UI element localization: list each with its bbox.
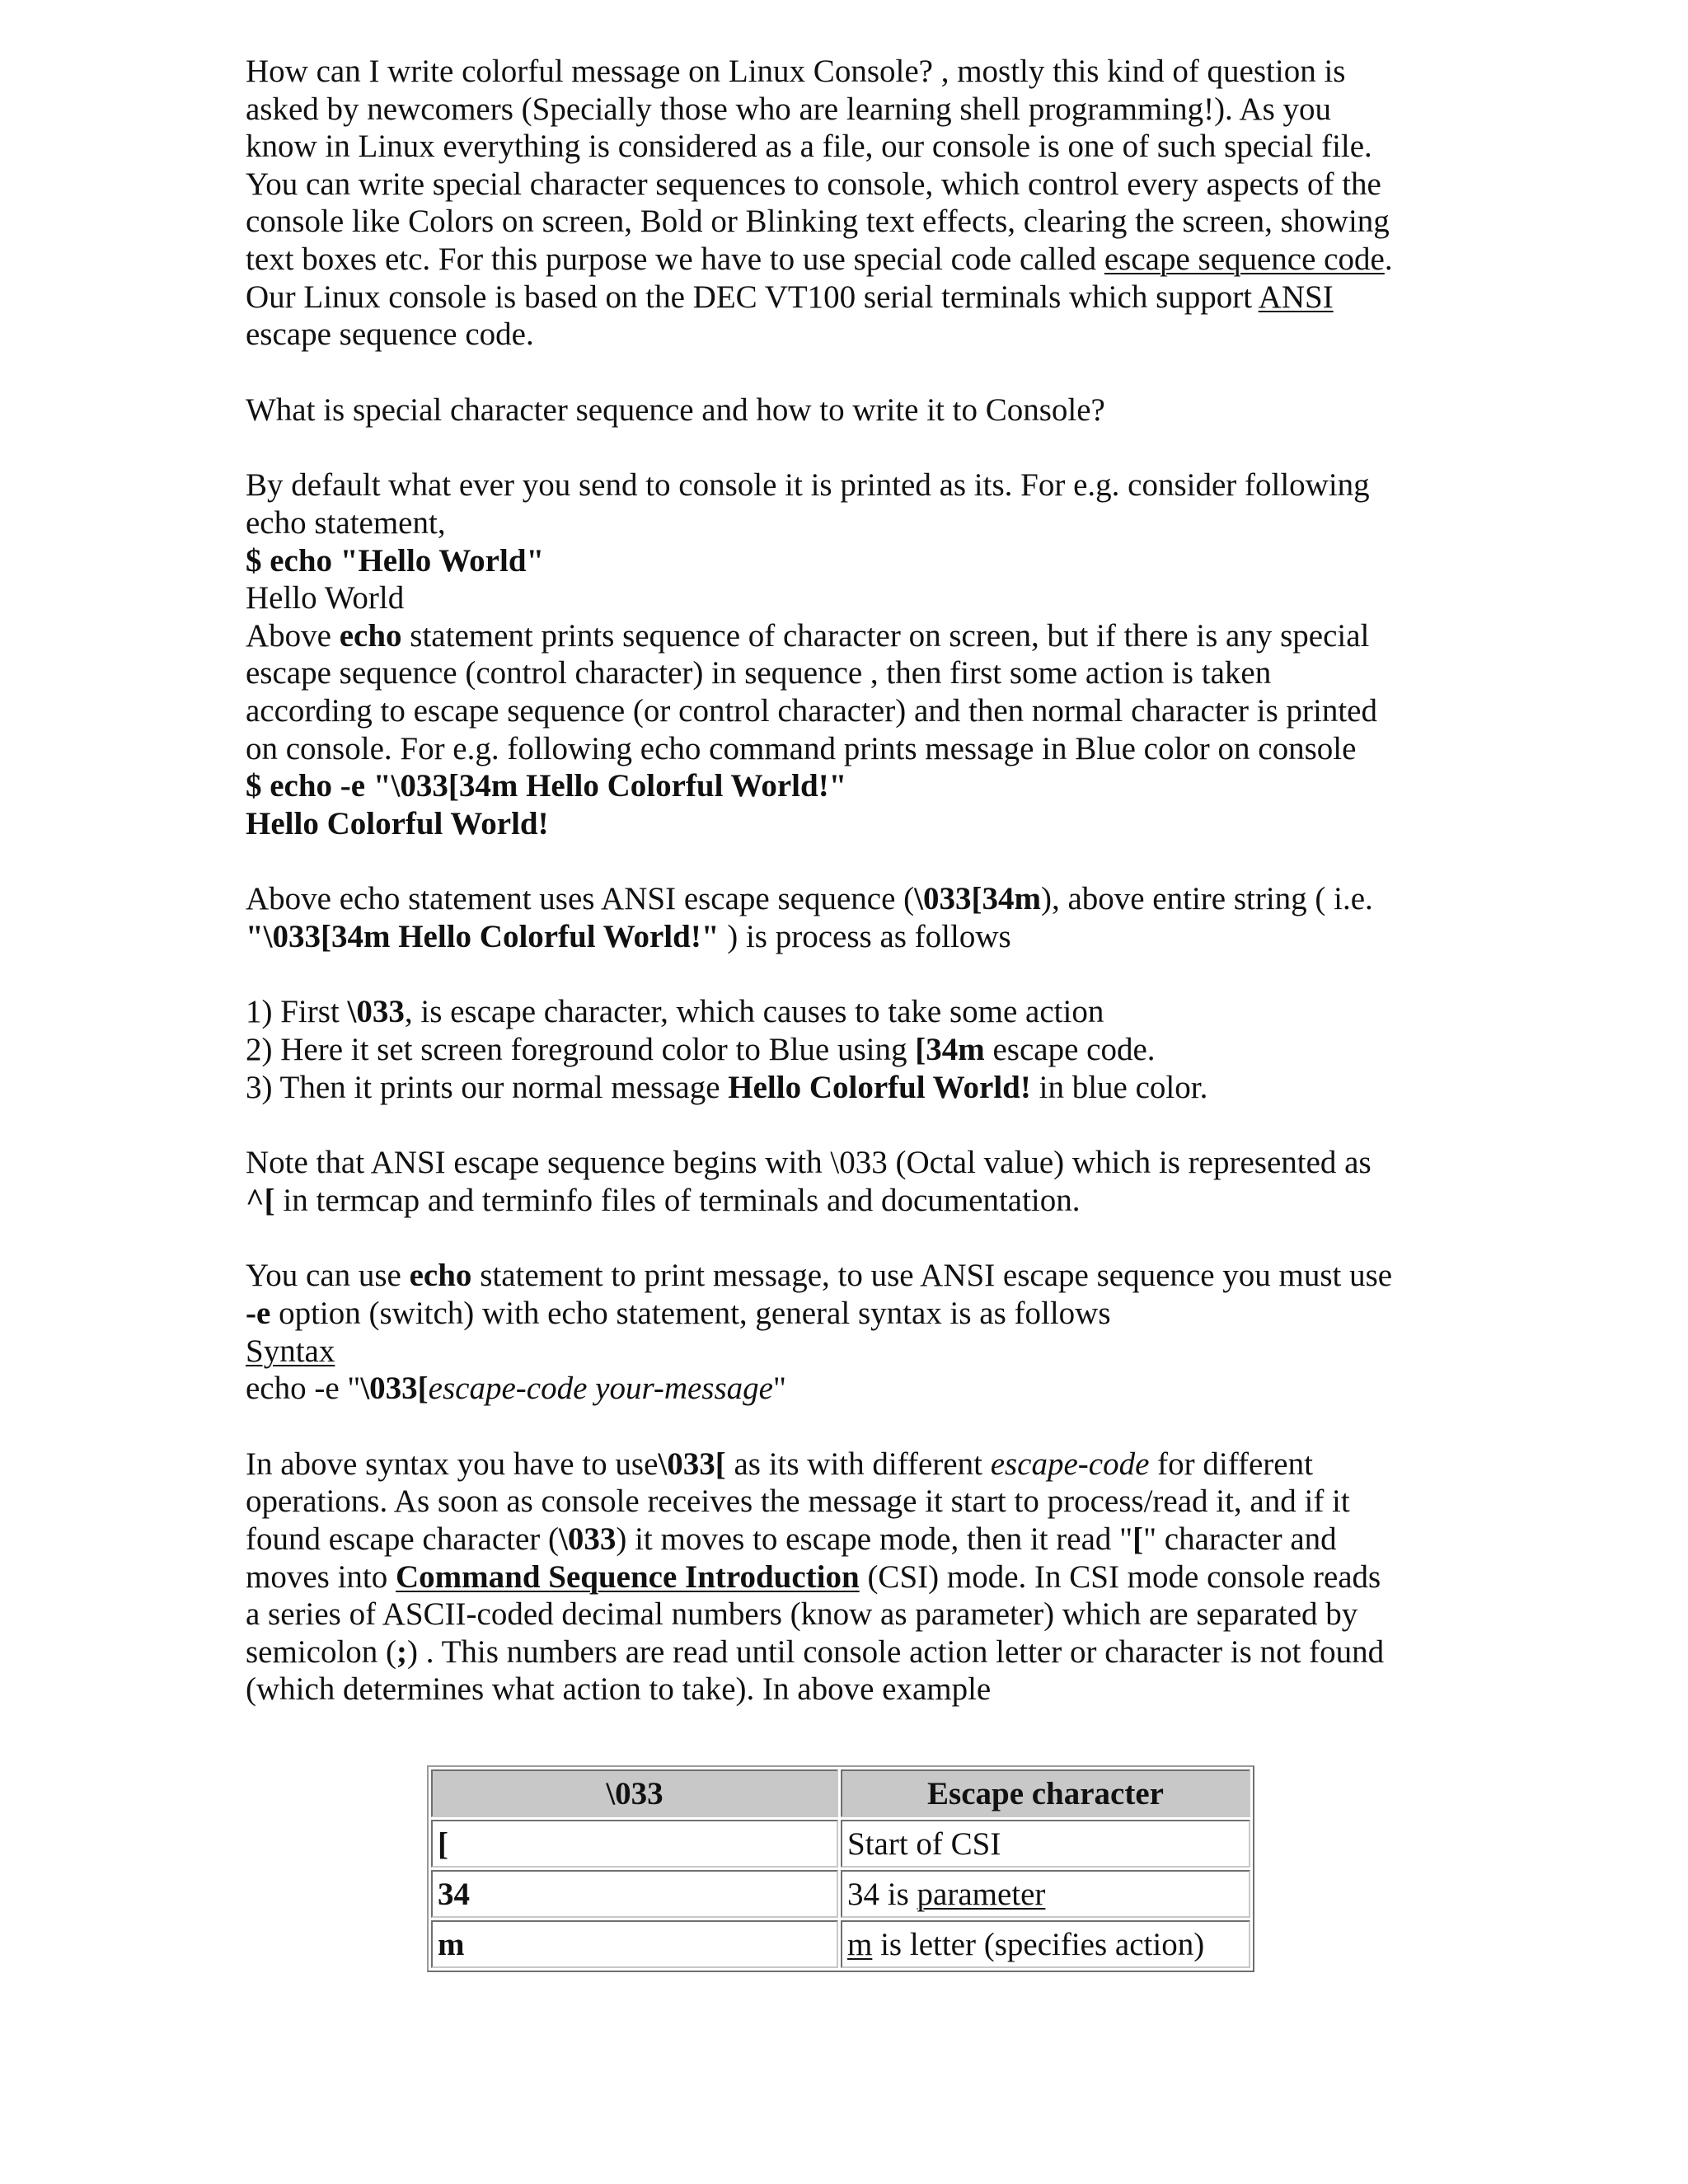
bold-term: ^[ [246,1182,275,1218]
article-body [246,53,1449,1708]
text-line: (which determines what action to take). In above example [246,1671,992,1708]
text-span: in termcap and terminfo files of terminals and documentation. [274,1182,1081,1218]
command-example [246,542,1449,580]
text-line [246,1182,1449,1220]
text-line [246,1633,1449,1671]
text-line: know in Linux everything is considered as a file, our console is one of such special file. [246,129,1372,165]
cell-text: Start of CSI [847,1825,1001,1862]
text-line: console like Colors on screen, Bold or Blinking text effects, clearing the screen, showing [246,204,1390,240]
text-span: . [1384,241,1393,277]
text-span: escape code. [984,1032,1156,1068]
escape-sequence-table [427,1765,1254,1972]
command-output [246,805,1449,843]
text-line [246,880,1449,918]
text-span: option (switch) with echo statement, general syntax is as follows [270,1296,1111,1332]
text-line: You can write special character sequences to console, which control every aspects of the [246,166,1381,202]
table-cell [841,1920,1250,1968]
text-line [246,1446,1449,1483]
text-span: 2) Here it set screen foreground color to Blue using [246,1032,916,1068]
bold-term: ; [396,1633,408,1670]
bold-term: \033 [559,1521,617,1557]
list-item [246,1069,1449,1107]
text-line [246,241,1449,279]
text-span: statement prints sequence of character on screen, but if there is any special [401,617,1370,654]
table-header-row [431,1769,1250,1817]
bold-term: \033[34m [914,881,1041,917]
command-example [246,767,1449,805]
command-text: $ echo -e "\033[34m Hello Colorful World!" [246,768,847,804]
bold-term: echo [409,1258,472,1294]
text-span: " character and [1143,1521,1337,1557]
text-span: found escape character ( [246,1521,560,1557]
cell-text: 34 is [847,1876,917,1912]
text-span: You can use [246,1258,410,1294]
command-output: Hello World [246,580,405,616]
bold-term: Hello Colorful World! [728,1069,1031,1105]
table-cell: 34 [431,1870,838,1918]
table-cell [841,1820,1250,1868]
text-span: text boxes etc. For this purpose we have to use special code called [246,241,1104,277]
bold-term: "\033[34m Hello Colorful World!" [246,918,720,954]
bold-term: [34m [915,1032,985,1068]
text-span: semicolon ( [246,1633,397,1670]
text-line [246,279,1449,316]
text-line: escape sequence (control character) in sequence , then first some action is taken [246,655,1272,691]
text-line: operations. As soon as console receives the message it start to process/read it, and if it [246,1483,1350,1520]
syntax-line [246,1370,1449,1408]
italic-term: your-message [595,1371,773,1407]
italic-term: escape-code [990,1446,1150,1482]
text-line: asked by newcomers (Specially those who are learning shell programming!). As you [246,91,1331,127]
text-span: " [772,1371,786,1407]
text-span: In above syntax you have to use [246,1446,659,1482]
table-cell: m [431,1920,838,1968]
section-question: What is special character sequence and how to write it to Console? [246,391,1105,428]
text-line: a series of ASCII-coded decimal numbers (know as parameter) which are separated by [246,1596,1358,1633]
text-line [246,617,1449,655]
output-text: Hello Colorful World! [246,805,549,841]
bold-term: \033 [347,994,405,1030]
cell-text: is letter (specifies action) [872,1926,1205,1962]
text-line [246,918,1449,956]
text-span: ), above entire string ( i.e. [1040,881,1373,917]
text-line: How can I write colorful message on Linux Console? , mostly this kind of question is [246,54,1346,89]
command-text: $ echo "Hello World" [246,542,545,579]
syntax-heading [246,1333,1449,1371]
table-cell [841,1870,1250,1918]
text-line [246,1295,1449,1333]
table-header-cell: \033 [431,1769,838,1817]
text-span: 1) First [246,994,348,1030]
text-line [246,1257,1449,1295]
bold-term: \033[ [360,1371,429,1407]
text-span: statement to print message, to use ANSI escape sequence you must use [471,1258,1393,1294]
list-item [246,1031,1449,1069]
table-row [431,1920,1250,1968]
text-line: escape sequence code. [246,316,534,353]
text-span: ) it moves to escape mode, then it read " [616,1521,1133,1557]
syntax-label: Syntax [246,1333,335,1369]
text-span: ) is process as follows [719,918,1011,954]
list-item [246,993,1449,1031]
csi-link[interactable]: Command Sequence Introduction [396,1558,860,1595]
table-row [431,1820,1250,1868]
text-span: as its with different [725,1446,991,1482]
text-span: moves into [246,1558,396,1595]
table-cell: [ [431,1820,838,1868]
ansi-link[interactable]: ANSI [1258,279,1334,315]
bold-term: echo [339,617,402,654]
text-line: according to escape sequence (or control character) and then normal character is printed [246,692,1377,729]
text-span: 3) Then it prints our normal message [246,1069,729,1105]
text-span: ) . This numbers are read until console action letter or character is not found [407,1633,1385,1670]
text-line: Note that ANSI escape sequence begins with \033 (Octal value) which is represented as [246,1145,1372,1181]
text-span: (CSI) mode. In CSI mode console reads [859,1558,1381,1595]
text-span: Our Linux console is based on the DEC VT100 serial terminals which support [246,279,1259,315]
bold-term: \033[ [658,1446,726,1482]
text-span: in blue color. [1030,1069,1208,1105]
text-span: Above echo statement uses ANSI escape sequence ( [246,881,915,917]
text-line: on console. For e.g. following echo command prints message in Blue color on console [246,730,1357,766]
text-span: echo -e " [246,1371,361,1407]
text-line: echo statement, [246,504,446,541]
table-row [431,1870,1250,1918]
text-span: , is escape character, which causes to take some action [404,994,1104,1030]
letter-link[interactable]: m [847,1926,873,1962]
text-line [246,1558,1449,1596]
italic-term: escape-code [428,1371,588,1407]
bold-term: -e [246,1296,271,1332]
text-span [587,1371,595,1406]
escape-sequence-code-link[interactable]: escape sequence code [1104,241,1385,277]
parameter-link[interactable]: parameter [917,1876,1046,1912]
text-span: for different [1149,1446,1313,1482]
text-line: By default what ever you send to console it is printed as its. For e.g. consider following [246,467,1370,504]
table-header-cell: Escape character [841,1769,1250,1817]
text-span: Above [246,617,340,654]
text-line [246,1521,1449,1558]
bold-term: [ [1132,1521,1144,1557]
